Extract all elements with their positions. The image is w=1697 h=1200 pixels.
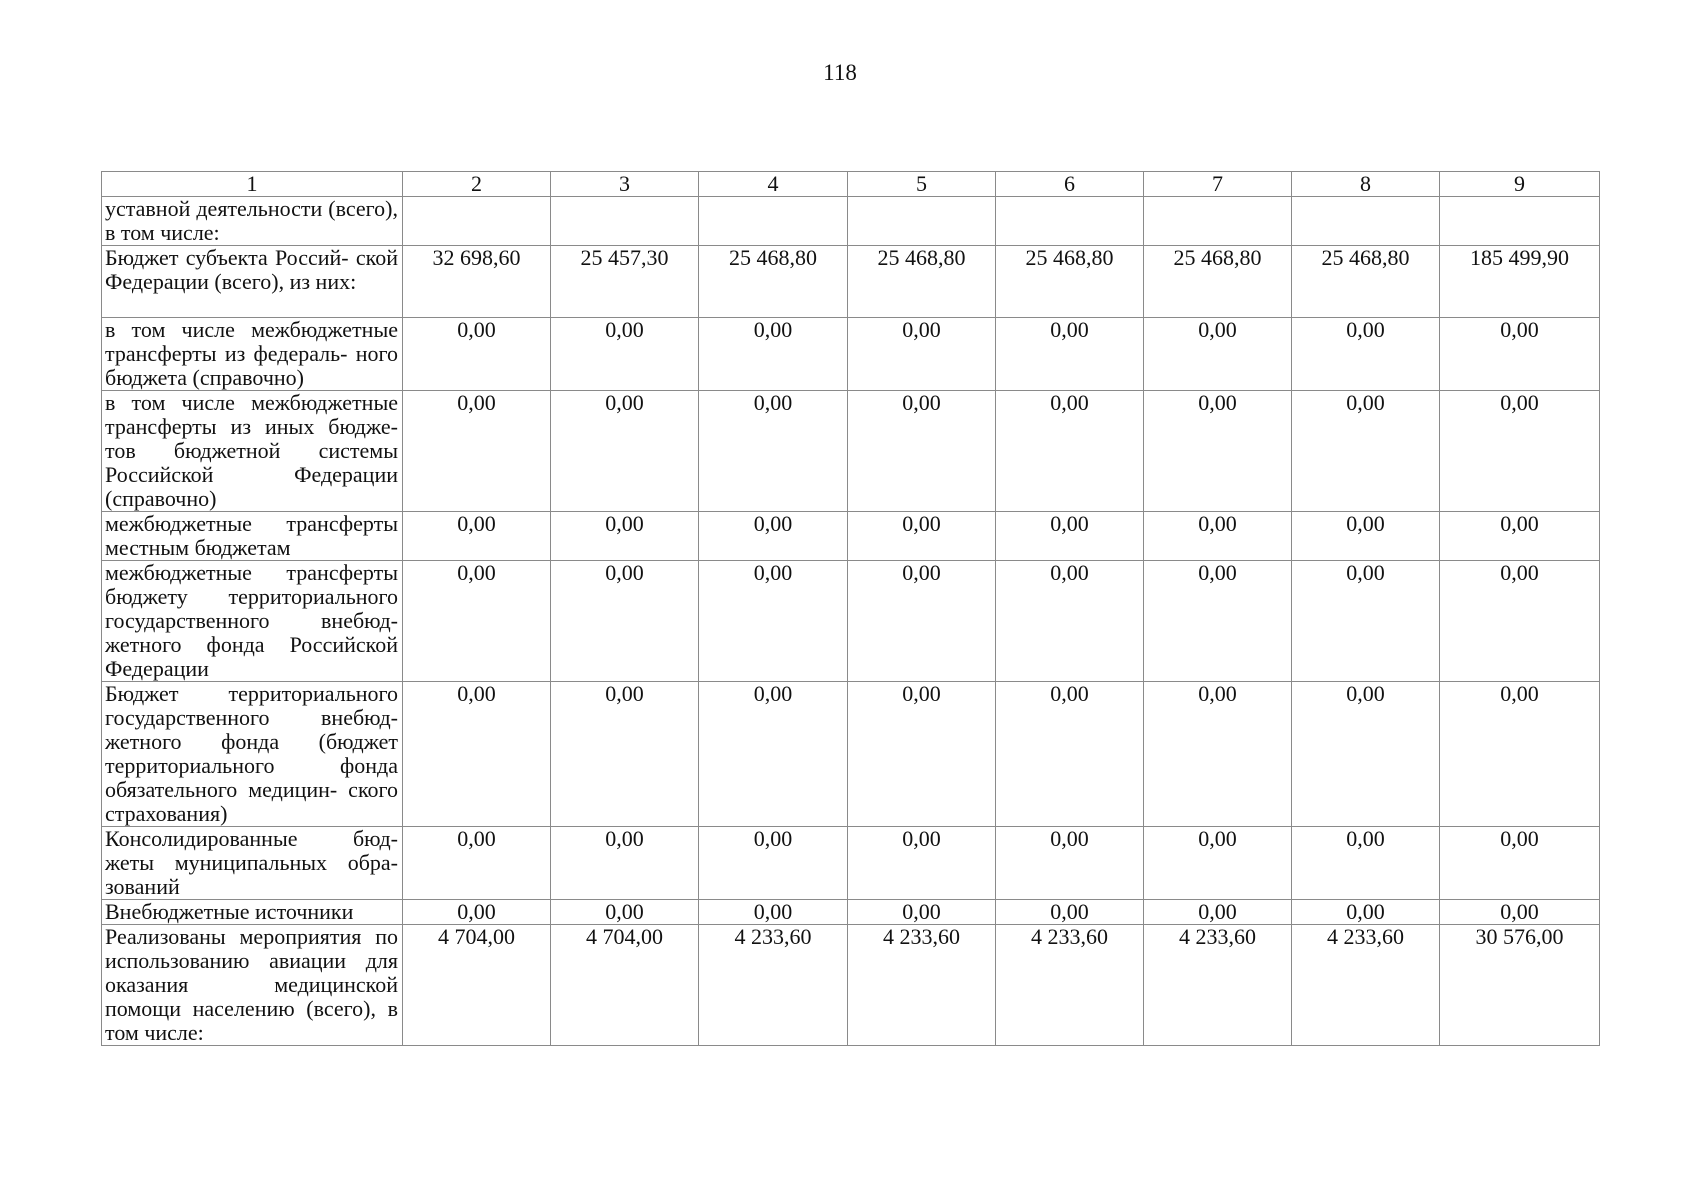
cell-value: 4 233,60 — [1144, 925, 1292, 1046]
cell-value: 0,00 — [1144, 900, 1292, 925]
cell-value: 185 499,90 — [1440, 246, 1600, 318]
table-row — [102, 246, 1600, 318]
column-header: 2 — [403, 172, 551, 197]
cell-value: 0,00 — [996, 512, 1144, 561]
cell-value: 0,00 — [1440, 827, 1600, 900]
column-header: 1 — [102, 172, 403, 197]
cell-value: 0,00 — [403, 900, 551, 925]
row-label: Реализованы мероприятия по использованию авиации для оказания медицинской помощи населению (всего), в том числе: — [102, 925, 403, 1046]
cell-value: 0,00 — [699, 682, 848, 827]
row-label: межбюджетные трансферты бюджету территориального государственного внебюд- жетного фонда Российской Федерации — [102, 561, 403, 682]
cell-value: 0,00 — [699, 900, 848, 925]
cell-value — [699, 197, 848, 246]
cell-value: 0,00 — [551, 512, 699, 561]
row-label: в том числе межбюджетные трансферты из федераль- ного бюджета (справочно) — [102, 318, 403, 391]
cell-value: 0,00 — [551, 827, 699, 900]
row-label: в том числе межбюджетные трансферты из иных бюдже- тов бюджетной системы Российской Федерации (справочно) — [102, 391, 403, 512]
cell-value: 25 468,80 — [848, 246, 996, 318]
cell-value: 4 233,60 — [1292, 925, 1440, 1046]
cell-value: 0,00 — [848, 561, 996, 682]
table-row — [102, 197, 1600, 246]
table-body — [102, 197, 1600, 1046]
cell-value: 0,00 — [1292, 561, 1440, 682]
table-row — [102, 561, 1600, 682]
cell-value: 0,00 — [551, 561, 699, 682]
cell-value: 0,00 — [1440, 318, 1600, 391]
cell-value: 0,00 — [699, 391, 848, 512]
cell-value: 4 233,60 — [699, 925, 848, 1046]
row-label: Бюджет субъекта Россий- ской Федерации (всего), из них: — [102, 246, 403, 318]
column-header: 3 — [551, 172, 699, 197]
cell-value: 25 468,80 — [996, 246, 1144, 318]
column-header: 6 — [996, 172, 1144, 197]
table-row — [102, 512, 1600, 561]
table-row — [102, 391, 1600, 512]
cell-value: 4 233,60 — [996, 925, 1144, 1046]
cell-value: 0,00 — [1144, 561, 1292, 682]
cell-value: 0,00 — [1292, 900, 1440, 925]
table-header — [102, 172, 1600, 197]
cell-value: 0,00 — [699, 561, 848, 682]
cell-value: 0,00 — [699, 318, 848, 391]
cell-value: 0,00 — [996, 900, 1144, 925]
row-label: Бюджет территориального государственного внебюд- жетного фонда (бюджет территориального фонда обязательного медицин- ского страхования) — [102, 682, 403, 827]
page-number: 118 — [823, 60, 857, 85]
cell-value: 0,00 — [1144, 827, 1292, 900]
cell-value: 0,00 — [996, 682, 1144, 827]
cell-value: 0,00 — [1144, 512, 1292, 561]
table-row — [102, 925, 1600, 1046]
cell-value: 0,00 — [1144, 682, 1292, 827]
table-row — [102, 827, 1600, 900]
cell-value: 0,00 — [403, 827, 551, 900]
cell-value: 0,00 — [403, 391, 551, 512]
cell-value: 0,00 — [403, 318, 551, 391]
cell-value: 25 468,80 — [1144, 246, 1292, 318]
cell-value: 0,00 — [848, 682, 996, 827]
cell-value — [1144, 197, 1292, 246]
cell-value: 32 698,60 — [403, 246, 551, 318]
cell-value: 0,00 — [699, 512, 848, 561]
cell-value: 0,00 — [848, 318, 996, 391]
cell-value — [1292, 197, 1440, 246]
cell-value: 0,00 — [848, 391, 996, 512]
cell-value: 0,00 — [1292, 391, 1440, 512]
budget-table — [101, 171, 1600, 1046]
cell-value: 0,00 — [1292, 512, 1440, 561]
column-header: 8 — [1292, 172, 1440, 197]
cell-value: 0,00 — [996, 827, 1144, 900]
cell-value: 0,00 — [996, 391, 1144, 512]
row-label: межбюджетные трансферты местным бюджетам — [102, 512, 403, 561]
cell-value: 0,00 — [1292, 827, 1440, 900]
cell-value: 0,00 — [1144, 391, 1292, 512]
cell-value: 0,00 — [848, 512, 996, 561]
cell-value: 0,00 — [403, 682, 551, 827]
cell-value: 0,00 — [551, 900, 699, 925]
table-row — [102, 900, 1600, 925]
table-row — [102, 318, 1600, 391]
column-header: 4 — [699, 172, 848, 197]
cell-value: 0,00 — [1144, 318, 1292, 391]
row-label: уставной деятельности (всего), в том числе: — [102, 197, 403, 246]
cell-value — [848, 197, 996, 246]
cell-value: 0,00 — [996, 318, 1144, 391]
cell-value: 0,00 — [1292, 318, 1440, 391]
cell-value: 0,00 — [996, 561, 1144, 682]
cell-value: 0,00 — [1440, 512, 1600, 561]
cell-value — [403, 197, 551, 246]
cell-value: 4 704,00 — [551, 925, 699, 1046]
cell-value — [1440, 197, 1600, 246]
cell-value: 25 468,80 — [1292, 246, 1440, 318]
cell-value — [996, 197, 1144, 246]
cell-value: 0,00 — [848, 900, 996, 925]
cell-value: 0,00 — [403, 561, 551, 682]
cell-value: 0,00 — [1292, 682, 1440, 827]
cell-value: 25 457,30 — [551, 246, 699, 318]
cell-value: 0,00 — [1440, 391, 1600, 512]
cell-value: 25 468,80 — [699, 246, 848, 318]
table-row — [102, 682, 1600, 827]
cell-value: 30 576,00 — [1440, 925, 1600, 1046]
cell-value: 0,00 — [551, 318, 699, 391]
row-label: Консолидированные бюд- жеты муниципальных обра- зований — [102, 827, 403, 900]
row-label: Внебюджетные источники — [102, 900, 403, 925]
column-header: 7 — [1144, 172, 1292, 197]
cell-value: 4 233,60 — [848, 925, 996, 1046]
column-header: 9 — [1440, 172, 1600, 197]
header-row — [102, 172, 1600, 197]
cell-value: 0,00 — [699, 827, 848, 900]
cell-value: 0,00 — [551, 682, 699, 827]
cell-value: 4 704,00 — [403, 925, 551, 1046]
column-header: 5 — [848, 172, 996, 197]
cell-value: 0,00 — [551, 391, 699, 512]
cell-value: 0,00 — [403, 512, 551, 561]
cell-value: 0,00 — [1440, 682, 1600, 827]
cell-value: 0,00 — [1440, 561, 1600, 682]
cell-value: 0,00 — [848, 827, 996, 900]
cell-value — [551, 197, 699, 246]
cell-value: 0,00 — [1440, 900, 1600, 925]
